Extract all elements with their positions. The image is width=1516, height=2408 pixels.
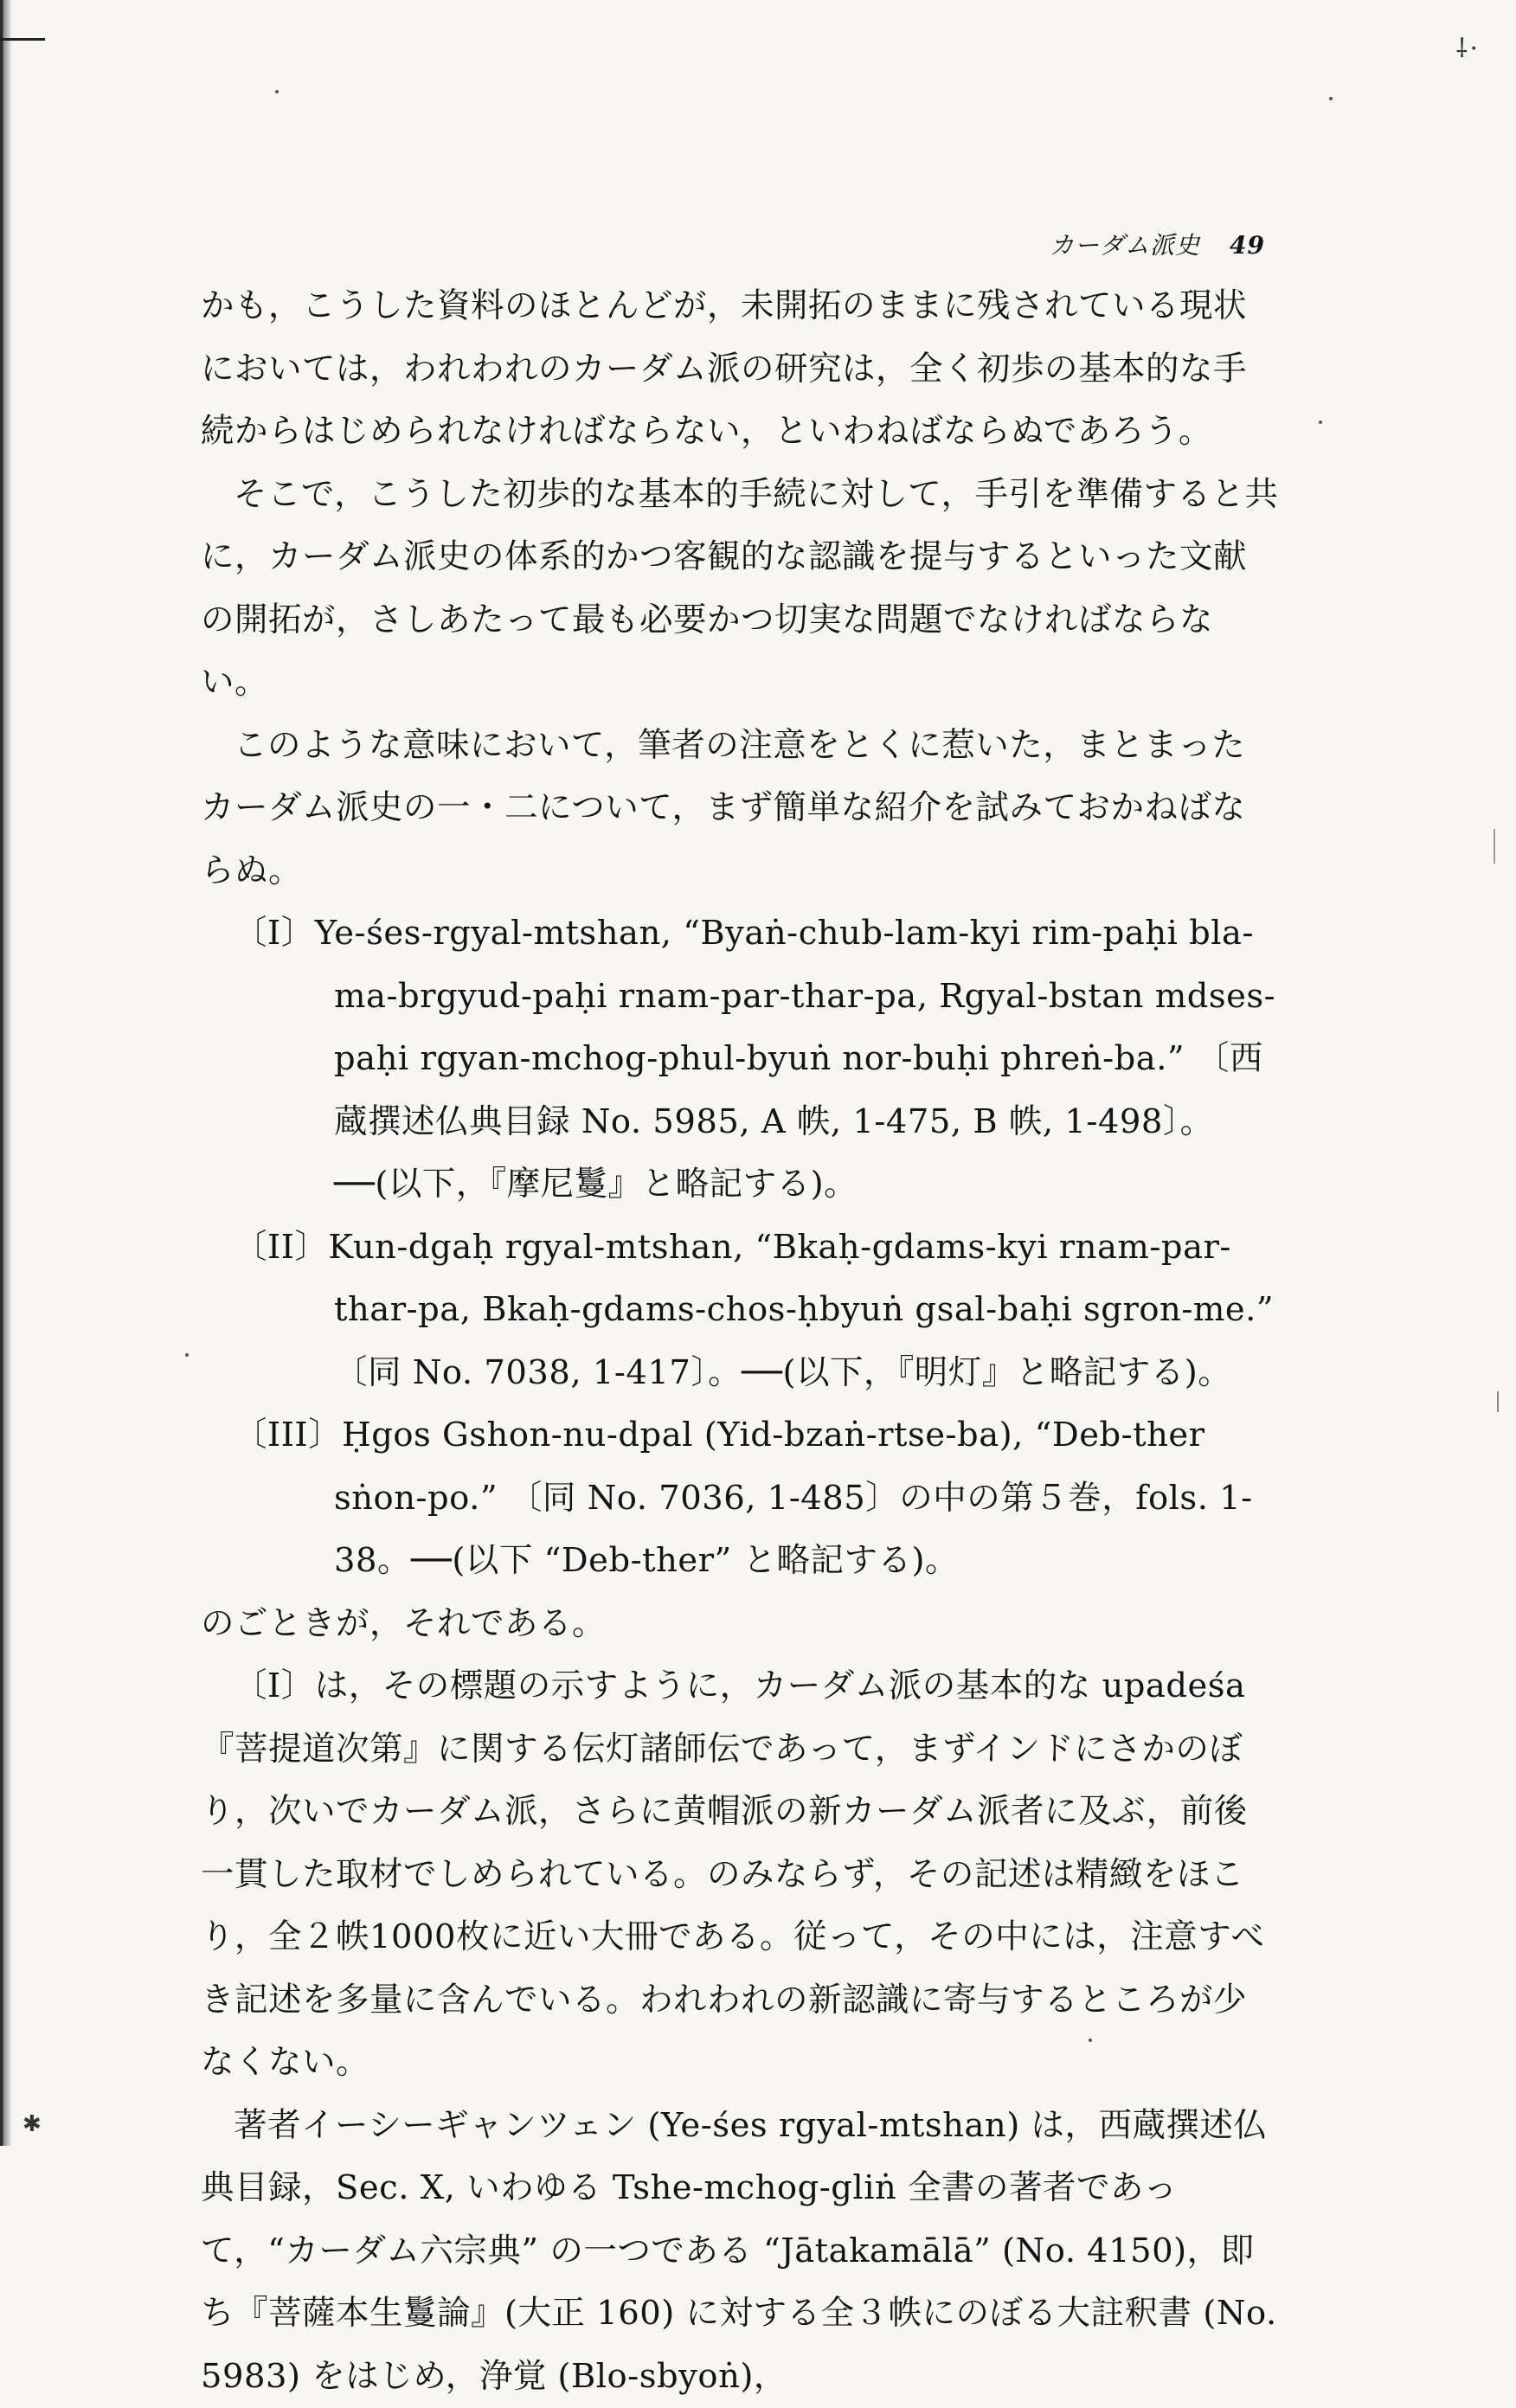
binding-mark [0,38,45,41]
reference-item: 〔III〕Ḥgos Gshon-nu-dpal (Yid-bzaṅ-rtse-ba), “Deb-ther sṅon-po.” 〔同 No. 7036, 1-485〕の中の第５巻，fols. 1-38。──(以下 “Deb-ther” と略記する)。 [234,1404,1279,1593]
reference-list [234,902,1279,1593]
paragraph: かも，こうした資料のほとんどが，未開拓のままに残されている現状においては，われわれのカーダム派の研究は，全く初歩の基本的な手続からはじめられなければならない，といわねばならぬであろう。 [201,275,1279,464]
paragraph: 著者イーシーギャンツェン (Ye-śes rgyal-mtshan) は，西蔵撰述仏典目録，Sec. X, いわゆる Tshe-mchog-gliṅ 全書の著者であって，“カーダム六宗典” の一つである “Jātakamālā” (No. 4150)，即ち『菩薩本生鬘論』(大正 160) に対する全３帙にのぼる大註釈書 (No. 5983) をはじめ，浄覚 (Blo-sbyoṅ)， [201,2095,1279,2408]
print-speck [1319,421,1322,424]
paragraph: そこで，こうした初歩的な基本的手続に対して，手引を準備すると共に，カーダム派史の体系的かつ客観的な認識を提与するといった文献の開拓が，さしあたって最も必要かつ切実な問題でなければならない。 [201,464,1279,715]
print-speck [1497,1391,1499,1412]
corner-mark: ⸸· [1455,29,1480,65]
running-title: カーダム派史 [1050,231,1200,260]
page-number: 49 [1230,231,1265,260]
running-header [1050,227,1265,261]
paragraph: このような意味において，筆者の注意をとくに惹いた，まとまったカーダム派史の一・二について，まず簡単な紹介を試みておかねばならぬ。 [201,715,1279,903]
reference-item: 〔I〕Ye-śes-rgyal-mtshan, “Byaṅ-chub-lam-kyi rim-paḥi bla-ma-brgyud-paḥi rnam-par-thar-pa, Rgyal-bstan mdses-paḥi rgyan-mchog-phul-byuṅ nor-buḥi phreṅ-ba.” 〔西蔵撰述仏典目録 No. 5985, A 帙, 1-475, B 帙, 1-498〕。──(以下，『摩尼鬘』と略記する)。 [234,902,1279,1217]
ink-smudge-icon: ✱ [22,2111,64,2141]
print-speck [1329,97,1333,100]
paragraph: 〔I〕は，その標題の示すように，カーダム派の基本的な upadeśa『菩提道次第』に関する伝灯諸師伝であって，まずインドにさかのぼり，次いでカーダム派，さらに黄帽派の新カーダム派者に及ぶ，前後一貫した取材でしめられている。のみならず，その記述は精緻をほこり，全２帙1000枚に近い大冊である。従って，その中には，注意すべき記述を多量に含んでいる。われわれの新認識に寄与するところが少なくない。 [201,1655,1279,2095]
body-text [201,275,1279,2408]
print-speck [275,90,279,93]
reference-item: 〔II〕Kun-dgaḥ rgyal-mtshan, “Bkaḥ-gdams-kyi rnam-par-thar-pa, Bkaḥ-gdams-chos-ḥbyuṅ gsal-baḥi sgron-me.” 〔同 No. 7038, 1-417〕。──(以下，『明灯』と略記する)。 [234,1217,1279,1405]
paragraph: のごときが，それである。 [201,1593,1279,1656]
page-binding-edge [0,0,12,2146]
print-speck [185,1353,189,1357]
print-speck [1494,829,1495,864]
